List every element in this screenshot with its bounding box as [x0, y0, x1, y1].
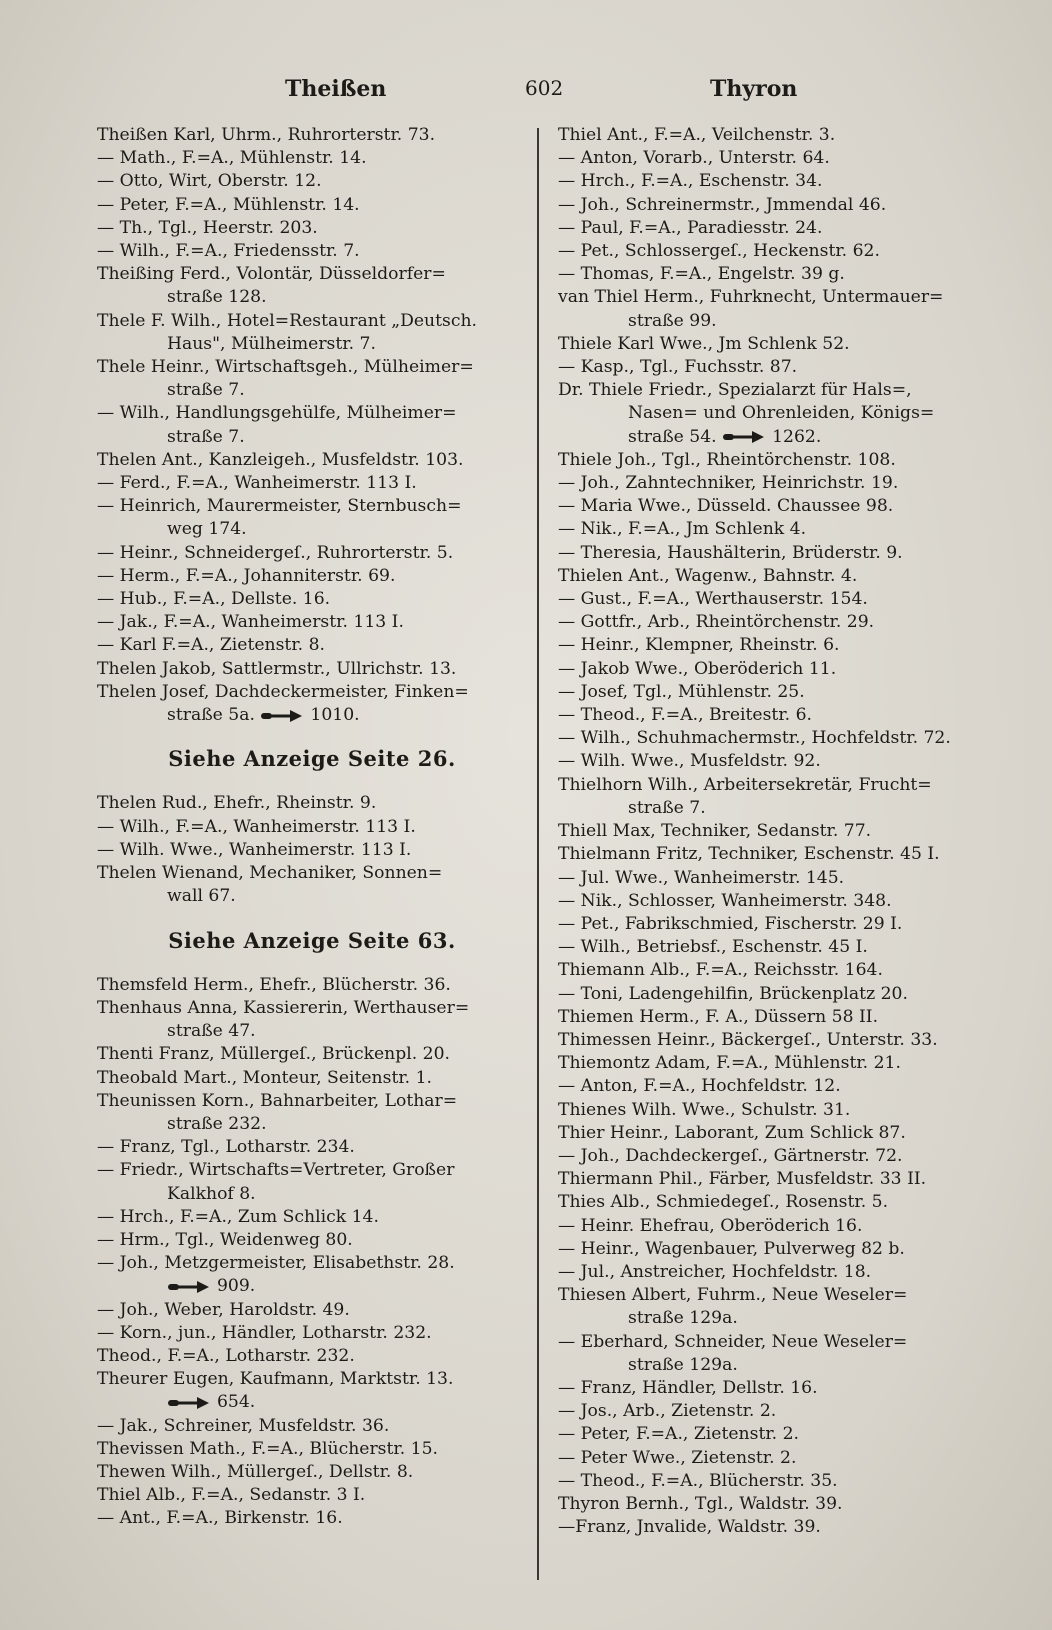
entry-text: — Heinrich, Maurermeister, Sternbusch=	[97, 496, 462, 517]
entry-continuation: straße 7.	[167, 380, 245, 401]
directory-entry	[558, 890, 986, 913]
entry-text: Theurer Eugen, Kaufmann, Marktstr. 13.	[97, 1369, 454, 1390]
entry-text: — Korn., jun., Händler, Lotharstr. 232.	[97, 1322, 432, 1343]
entry-text: Thiel Ant., F.=A., Veilchenstr. 3.	[558, 125, 836, 145]
entry-text: — Pet., Schlossergeſ., Heckenstr. 62.	[558, 241, 880, 262]
directory-entry	[558, 913, 986, 936]
directory-entry	[97, 495, 527, 541]
directory-entry	[558, 1191, 986, 1214]
directory-entry	[97, 816, 527, 839]
directory-entry	[558, 565, 986, 588]
entry-continuation: Kalkhof 8.	[167, 1183, 256, 1204]
right-column	[558, 124, 986, 1539]
entry-text: — Hrch., F.=A., Eschenstr. 34.	[558, 171, 823, 192]
entry-text: — Pet., Fabrikschmied, Fischerstr. 29 I.	[558, 913, 903, 934]
entry-text: Theunissen Korn., Bahnarbeiter, Lothar=	[97, 1090, 458, 1111]
entry-text: — Wilh. Wwe., Wanheimerstr. 113 I.	[97, 839, 412, 860]
directory-entry	[97, 1067, 527, 1090]
telephone-icon	[167, 1396, 211, 1410]
entry-text: — Wilh., Handlungsgehülfe, Mülheimer=	[97, 403, 457, 424]
directory-entry	[97, 170, 527, 193]
telephone-number: 1262.	[772, 426, 822, 447]
directory-entry	[558, 774, 986, 820]
entry-continuation: Nasen= und Ohrenleiden, Königs=	[628, 403, 935, 424]
entry-continuation	[97, 1275, 527, 1298]
left-column	[97, 124, 527, 1531]
entry-text: — Nik., F.=A., Jm Schlenk 4.	[558, 519, 807, 540]
directory-entry	[558, 820, 986, 843]
directory-entry	[558, 1493, 986, 1516]
entry-text: — Jul., Anstreicher, Hochfeldstr. 18.	[558, 1261, 872, 1282]
entry-text: — Jul. Wwe., Wanheimerstr. 145.	[558, 867, 845, 888]
directory-entry	[97, 124, 527, 147]
entry-continuation	[97, 1391, 527, 1414]
entry-text: Thies Alb., Schmiedegeſ., Rosenstr. 5.	[558, 1192, 889, 1213]
telephone-number: 909.	[217, 1276, 256, 1297]
directory-entry	[97, 1043, 527, 1066]
directory-entry	[558, 1377, 986, 1400]
directory-entry	[97, 263, 527, 309]
directory-entry	[97, 611, 527, 634]
directory-entry	[558, 1099, 986, 1122]
entry-text: — Josef, Tgl., Mühlenstr. 25.	[558, 681, 805, 702]
entry-text: — Friedr., Wirtschafts=Vertreter, Großer	[97, 1160, 455, 1181]
entry-text: Thewen Wilh., Müllergeſ., Dellstr. 8.	[97, 1461, 414, 1482]
directory-entry	[558, 286, 986, 332]
entry-text: Thele Heinr., Wirtschaftsgeh., Mülheimer=	[97, 357, 474, 378]
directory-entry	[558, 843, 986, 866]
directory-entry	[558, 867, 986, 890]
entry-text: Thelen Jakob, Sattlermstr., Ullrichstr. 13.	[97, 658, 457, 679]
entry-text: — Ant., F.=A., Birkenstr. 16.	[97, 1508, 343, 1529]
directory-entry	[558, 333, 986, 356]
entry-text: Dr. Thiele Friedr., Spezialarzt für Hals=,	[558, 380, 912, 401]
entry-text: Thielhorn Wilh., Arbeitersekretär, Frucht=	[558, 774, 932, 795]
entry-text: — Heinr., Klempner, Rheinstr. 6.	[558, 635, 840, 656]
entry-text: — Thomas, F.=A., Engelstr. 39 g.	[558, 264, 845, 285]
entry-text: — Paul, F.=A., Paradiesstr. 24.	[558, 217, 823, 238]
directory-entry	[558, 1122, 986, 1145]
entry-text: — Eberhard, Schneider, Neue Weseler=	[558, 1331, 908, 1352]
directory-entry	[97, 1159, 527, 1205]
entry-text: — Joh., Zahntechniker, Heinrichstr. 19.	[558, 473, 899, 494]
directory-entry	[558, 194, 986, 217]
directory-entry	[558, 472, 986, 495]
directory-entry	[97, 1206, 527, 1229]
directory-entry	[558, 1470, 986, 1493]
directory-entry	[97, 1415, 527, 1438]
entry-text: —Franz, Jnvalide, Waldstr. 39.	[558, 1517, 821, 1538]
entry-continuation: straße 99.	[628, 310, 717, 331]
entry-text: — Gottfr., Arb., Rheintörchenstr. 29.	[558, 612, 875, 633]
entry-text: — Anton, F.=A., Hochfeldstr. 12.	[558, 1076, 841, 1097]
directory-entry	[558, 1168, 986, 1191]
directory-entry	[97, 402, 527, 448]
entry-text: Thiell Max, Techniker, Sedanstr. 77.	[558, 821, 872, 842]
entry-text: — Math., F.=A., Mühlenstr. 14.	[97, 148, 367, 169]
directory-entry	[97, 542, 527, 565]
entry-text: — Jos., Arb., Zietenstr. 2.	[558, 1401, 777, 1422]
directory-entry	[97, 1229, 527, 1252]
entry-text: Thiemontz Adam, F.=A., Mühlenstr. 21.	[558, 1053, 901, 1074]
entry-continuation: weg 174.	[167, 519, 247, 540]
entry-text: Thiemen Herm., F. A., Düssern 58 II.	[558, 1006, 879, 1027]
directory-entry	[558, 959, 986, 982]
entry-text: — Th., Tgl., Heerstr. 203.	[97, 217, 318, 238]
entry-text: Theod., F.=A., Lotharstr. 232.	[97, 1345, 355, 1366]
entry-text: Theobald Mart., Monteur, Seitenstr. 1.	[97, 1067, 433, 1088]
directory-entry	[97, 681, 527, 727]
entry-continuation: straße 7.	[628, 797, 706, 818]
entry-text: — Wilh. Wwe., Musfeldstr. 92.	[558, 751, 821, 772]
directory-entry	[97, 1484, 527, 1507]
directory-entry	[97, 634, 527, 657]
directory-entry	[97, 862, 527, 908]
directory-entry	[558, 588, 986, 611]
directory-entry	[558, 240, 986, 263]
entry-text: Thelen Rud., Ehefr., Rheinstr. 9.	[97, 793, 377, 814]
entry-continuation: wall 67.	[167, 886, 236, 907]
directory-entry	[97, 449, 527, 472]
directory-entry	[558, 518, 986, 541]
directory-entry	[97, 997, 527, 1043]
directory-entry	[97, 1368, 527, 1414]
entry-text: — Heinr., Wagenbauer, Pulverweg 82 b.	[558, 1238, 905, 1259]
directory-entry	[558, 379, 986, 449]
entry-text: — Wilh., Betriebsf., Eschenstr. 45 I.	[558, 937, 868, 958]
entry-text: Theißen Karl, Uhrm., Ruhrorterstr. 73.	[97, 125, 436, 145]
entry-text: Themsfeld Herm., Ehefr., Blücherstr. 36.	[97, 974, 451, 995]
entry-text: — Heinr. Ehefrau, Oberöderich 16.	[558, 1215, 863, 1236]
directory-entry	[558, 1238, 986, 1261]
entry-text: Thelen Ant., Kanzleigeh., Musfeldstr. 103.	[97, 449, 464, 470]
entry-text: Thienes Wilh. Wwe., Schulstr. 31.	[558, 1099, 851, 1120]
entry-text: — Joh., Metzgermeister, Elisabethstr. 28.	[97, 1253, 455, 1274]
entry-text: — Maria Wwe., Düsseld. Chaussee 98.	[558, 496, 894, 517]
directory-entry	[97, 1438, 527, 1461]
directory-entry	[558, 727, 986, 750]
entry-text: — Toni, Ladengehilfin, Brückenplatz 20.	[558, 983, 908, 1004]
directory-entry	[97, 565, 527, 588]
directory-entry	[558, 1516, 986, 1539]
directory-entry	[558, 634, 986, 657]
directory-entry	[97, 1299, 527, 1322]
directory-entry	[558, 217, 986, 240]
directory-entry	[97, 839, 527, 862]
telephone-number: 654.	[217, 1392, 256, 1413]
entry-text: — Peter, F.=A., Zietenstr. 2.	[558, 1424, 799, 1445]
telephone-icon	[722, 430, 766, 444]
entry-text: Thier Heinr., Laborant, Zum Schlick 87.	[558, 1122, 906, 1143]
directory-entry	[97, 1322, 527, 1345]
directory-entry	[97, 1461, 527, 1484]
directory-entry	[558, 495, 986, 518]
entry-text: Thelen Josef, Dachdeckermeister, Finken=	[97, 681, 469, 702]
entry-text: van Thiel Herm., Fuhrknecht, Untermauer=	[558, 287, 944, 308]
entry-text: — Hrm., Tgl., Weidenweg 80.	[97, 1229, 353, 1250]
entry-text: — Jak., F.=A., Wanheimerstr. 113 I.	[97, 612, 404, 633]
directory-entry	[558, 147, 986, 170]
entry-text: — Wilh., F.=A., Wanheimerstr. 113 I.	[97, 816, 416, 837]
entry-text: — Peter Wwe., Zietenstr. 2.	[558, 1447, 797, 1468]
entry-text: Thevissen Math., F.=A., Blücherstr. 15.	[97, 1438, 438, 1459]
directory-entry	[97, 1345, 527, 1368]
entry-text: Thiele Joh., Tgl., Rheintörchenstr. 108.	[558, 449, 896, 470]
entry-text: Thiemann Alb., F.=A., Reichsstr. 164.	[558, 960, 883, 981]
directory-entry	[97, 1136, 527, 1159]
entry-text: Theißing Ferd., Volontär, Düsseldorfer=	[97, 264, 446, 285]
entry-text: — Hub., F.=A., Dellste. 16.	[97, 589, 331, 610]
entry-continuation: straße 128.	[167, 287, 267, 308]
entry-continuation: straße 47.	[167, 1021, 256, 1042]
directory-entry	[558, 983, 986, 1006]
entry-text: — Joh., Weber, Haroldstr. 49.	[97, 1299, 350, 1320]
directory-entry	[558, 1075, 986, 1098]
entry-text: — Otto, Wirt, Oberstr. 12.	[97, 171, 322, 192]
entry-text: — Peter, F.=A., Mühlenstr. 14.	[97, 194, 360, 215]
directory-entry	[558, 542, 986, 565]
directory-entry	[558, 1400, 986, 1423]
entry-text: — Heinr., Schneidergeſ., Ruhrorterstr. 5.	[97, 542, 454, 563]
directory-entry	[97, 194, 527, 217]
entry-text: — Joh., Schreinermstr., Jmmendal 46.	[558, 194, 887, 215]
directory-entry	[558, 1215, 986, 1238]
directory-entry	[558, 263, 986, 286]
entry-text: — Theod., F.=A., Breitestr. 6.	[558, 705, 812, 726]
entry-continuation: straße 129a.	[628, 1308, 738, 1329]
entry-text: — Ferd., F.=A., Wanheimerstr. 113 I.	[97, 473, 417, 494]
entry-text: Thiermann Phil., Färber, Musfeldstr. 33 II.	[558, 1169, 927, 1190]
directory-entry	[97, 1252, 527, 1298]
entry-text: — Theresia, Haushälterin, Brüderstr. 9.	[558, 542, 903, 563]
entry-text: Thenti Franz, Müllergeſ., Brückenpl. 20.	[97, 1044, 451, 1065]
directory-entry	[97, 1507, 527, 1530]
entry-text: — Joh., Dachdeckergeſ., Gärtnerstr. 72.	[558, 1145, 903, 1166]
directory-entry	[97, 588, 527, 611]
entry-text: — Jak., Schreiner, Musfeldstr. 36.	[97, 1415, 390, 1436]
directory-entry	[97, 240, 527, 263]
header-left-keyword: Theißen	[285, 76, 387, 102]
entry-text: Thenhaus Anna, Kassiererin, Werthauser=	[97, 997, 470, 1018]
entry-text: Thielmann Fritz, Techniker, Eschenstr. 45 I.	[558, 844, 940, 865]
entry-continuation: straße 5a. 1010.	[167, 705, 360, 726]
header-right-keyword: Thyron	[710, 76, 798, 102]
directory-entry	[97, 356, 527, 402]
directory-entry	[558, 170, 986, 193]
entry-text: — Anton, Vorarb., Unterstr. 64.	[558, 148, 830, 169]
entry-text: — Nik., Schlosser, Wanheimerstr. 348.	[558, 890, 892, 911]
entry-text: — Karl F.=A., Zietenstr. 8.	[97, 635, 325, 656]
directory-entry	[558, 1423, 986, 1446]
entry-continuation: straße 54. 1262.	[628, 426, 822, 447]
directory-entry	[558, 704, 986, 727]
directory-entry	[558, 611, 986, 634]
telephone-icon	[260, 709, 304, 723]
directory-entry	[558, 1006, 986, 1029]
entry-text: Thielen Ant., Wagenw., Bahnstr. 4.	[558, 565, 858, 586]
entry-text: Thiele Karl Wwe., Jm Schlenk 52.	[558, 333, 850, 354]
telephone-number: 1010.	[310, 705, 360, 726]
directory-entry	[97, 792, 527, 815]
entry-text: — Franz, Tgl., Lotharstr. 234.	[97, 1137, 355, 1158]
directory-entry	[558, 681, 986, 704]
directory-entry	[97, 310, 527, 356]
entry-continuation: straße 129a.	[628, 1354, 738, 1375]
entry-text: — Jakob Wwe., Oberöderich 11.	[558, 658, 837, 679]
directory-entry	[97, 217, 527, 240]
telephone-icon	[167, 1280, 211, 1294]
directory-entry	[558, 449, 986, 472]
directory-entry	[558, 1447, 986, 1470]
advert-reference-heading: Siehe Anzeige Seite 63.	[168, 927, 456, 953]
directory-entry	[558, 124, 986, 147]
entry-text: — Herm., F.=A., Johanniterstr. 69.	[97, 565, 396, 586]
entry-text: — Wilh., F.=A., Friedensstr. 7.	[97, 241, 360, 262]
directory-entry	[558, 1145, 986, 1168]
directory-entry	[558, 1284, 986, 1330]
directory-entry	[558, 1331, 986, 1377]
directory-entry	[97, 974, 527, 997]
directory-entry	[558, 356, 986, 379]
entry-continuation: Haus", Mülheimerstr. 7.	[167, 333, 376, 354]
entry-text: — Gust., F.=A., Werthauserstr. 154.	[558, 589, 868, 610]
directory-entry	[97, 1090, 527, 1136]
directory-entry	[558, 936, 986, 959]
entry-text: — Hrch., F.=A., Zum Schlick 14.	[97, 1206, 379, 1227]
entry-continuation: straße 232.	[167, 1113, 267, 1134]
entry-text: — Kasp., Tgl., Fuchsstr. 87.	[558, 357, 798, 378]
entry-text: Thimessen Heinr., Bäckergeſ., Unterstr. 33.	[558, 1029, 938, 1050]
directory-entry	[558, 658, 986, 681]
directory-entry	[558, 1261, 986, 1284]
entry-text: — Theod., F.=A., Blücherstr. 35.	[558, 1470, 838, 1491]
entry-text: — Franz, Händler, Dellstr. 16.	[558, 1377, 818, 1398]
page-number: 602	[525, 76, 564, 100]
entry-text: Thiesen Albert, Fuhrm., Neue Weseler=	[558, 1285, 908, 1306]
column-divider	[537, 128, 539, 1580]
entry-text: Thelen Wienand, Mechaniker, Sonnen=	[97, 863, 443, 884]
directory-entry	[558, 750, 986, 773]
directory-entry	[558, 1029, 986, 1052]
directory-entry	[558, 1052, 986, 1075]
entry-continuation: straße 7.	[167, 426, 245, 447]
advert-reference-heading: Siehe Anzeige Seite 26.	[168, 746, 456, 772]
entry-text: Thiel Alb., F.=A., Sedanstr. 3 I.	[97, 1485, 366, 1506]
page-header	[0, 70, 1052, 110]
entry-text: Thyron Bernh., Tgl., Waldstr. 39.	[558, 1493, 843, 1514]
entry-text: Thele F. Wilh., Hotel=Restaurant „Deutsch.	[97, 310, 478, 331]
directory-entry	[97, 658, 527, 681]
directory-entry	[97, 472, 527, 495]
directory-entry	[97, 147, 527, 170]
entry-text: — Wilh., Schuhmachermstr., Hochfeldstr. 72.	[558, 728, 951, 749]
